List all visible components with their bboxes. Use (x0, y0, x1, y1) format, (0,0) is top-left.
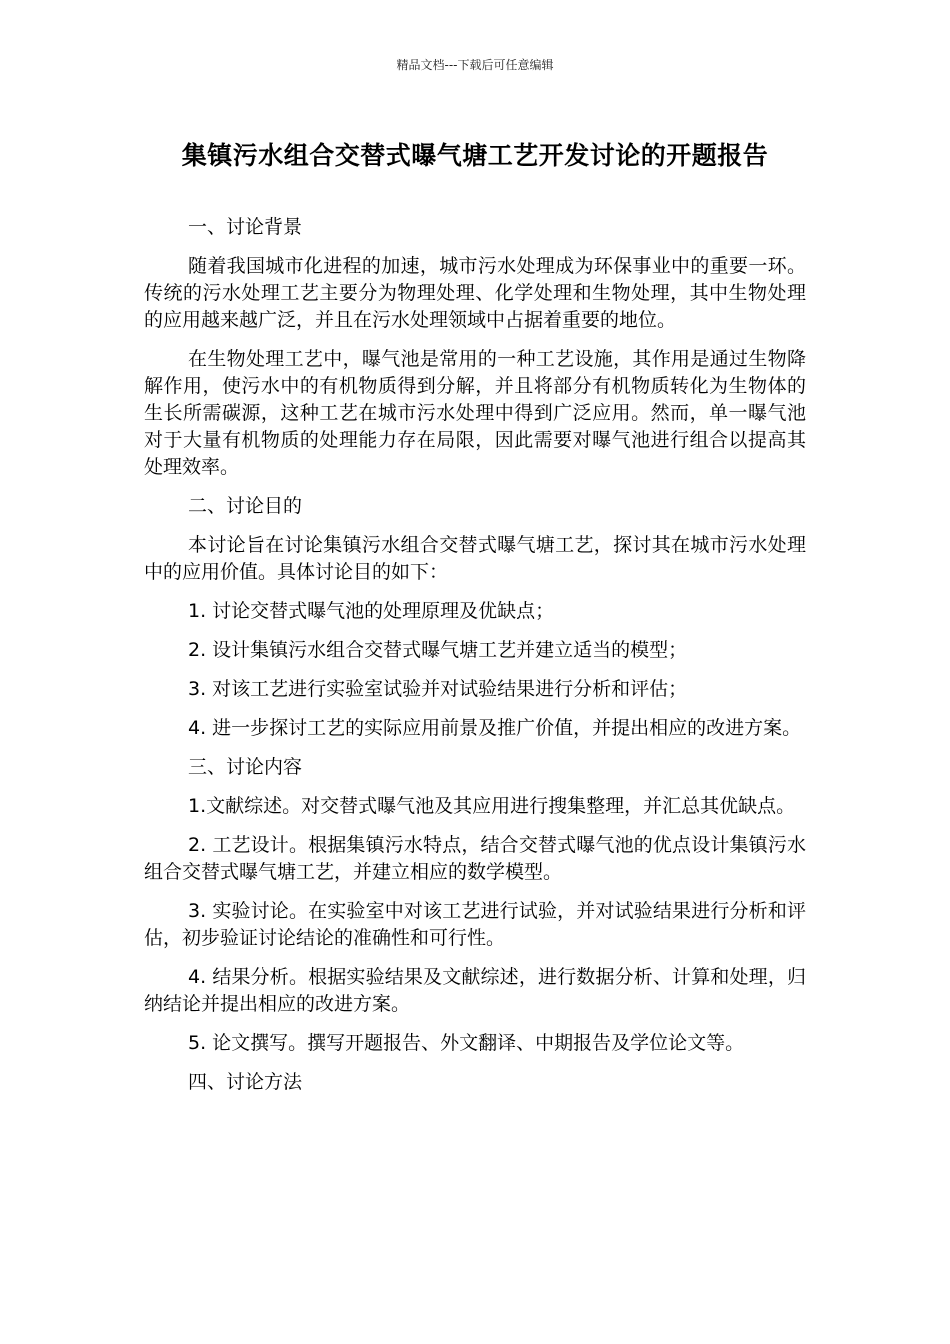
section-heading-background: 一、讨论背景 (188, 216, 303, 238)
list-item: 1.文献综述。对交替式曝气池及其应用进行搜集整理，并汇总其优缺点。 (188, 795, 796, 817)
document-title: 集镇污水组合交替式曝气塘工艺开发讨论的开题报告 (181, 141, 769, 170)
section-heading-content: 三、讨论内容 (188, 756, 303, 778)
paragraph: 随着我国城市化进程的加速，城市污水处理成为环保事业中的重要一环。传统的污水处理工艺主要分为物理处理、化学处理和生物处理，其中生物处理的应用越来越广泛，并且在污水处理领域中占据着重要的地位。 (144, 255, 806, 331)
list-item: 3. 实验讨论。在实验室中对该工艺进行试验，并对试验结果进行分析和评估，初步验证讨论结论的准确性和可行性。 (144, 900, 806, 949)
page-header: 精品文档---下载后可任意编辑 (396, 58, 554, 72)
paragraph: 本讨论旨在讨论集镇污水组合交替式曝气塘工艺，探讨其在城市污水处理中的应用价值。具体讨论目的如下： (144, 534, 806, 583)
list-item: 3. 对该工艺进行实验室试验并对试验结果进行分析和评估； (188, 678, 688, 700)
list-item: 2. 工艺设计。根据集镇污水特点，结合交替式曝气池的优点设计集镇污水组合交替式曝气塘工艺，并建立相应的数学模型。 (144, 834, 806, 883)
list-item: 5. 论文撰写。撰写开题报告、外文翻译、中期报告及学位论文等。 (188, 1032, 745, 1054)
section-heading-purpose: 二、讨论目的 (188, 495, 303, 517)
document-body (144, 214, 806, 1108)
section-heading-method: 四、讨论方法 (188, 1071, 303, 1093)
list-item: 4. 结果分析。根据实验结果及文献综述，进行数据分析、计算和处理，归纳结论并提出相应的改进方案。 (144, 966, 806, 1015)
list-item: 1. 讨论交替式曝气池的处理原理及优缺点； (188, 600, 555, 622)
list-item: 2. 设计集镇污水组合交替式曝气塘工艺并建立适当的模型； (188, 639, 688, 661)
list-item: 4. 进一步探讨工艺的实际应用前景及推广价值，并提出相应的改进方案。 (188, 717, 802, 739)
paragraph: 在生物处理工艺中，曝气池是常用的一种工艺设施，其作用是通过生物降解作用，使污水中的有机物质得到分解，并且将部分有机物质转化为生物体的生长所需碳源，这种工艺在城市污水处理中得到广泛应用。然而，单一曝气池对于大量有机物质的处理能力存在局限，因此需要对曝气池进行组合以提高其处理效率。 (144, 348, 806, 478)
